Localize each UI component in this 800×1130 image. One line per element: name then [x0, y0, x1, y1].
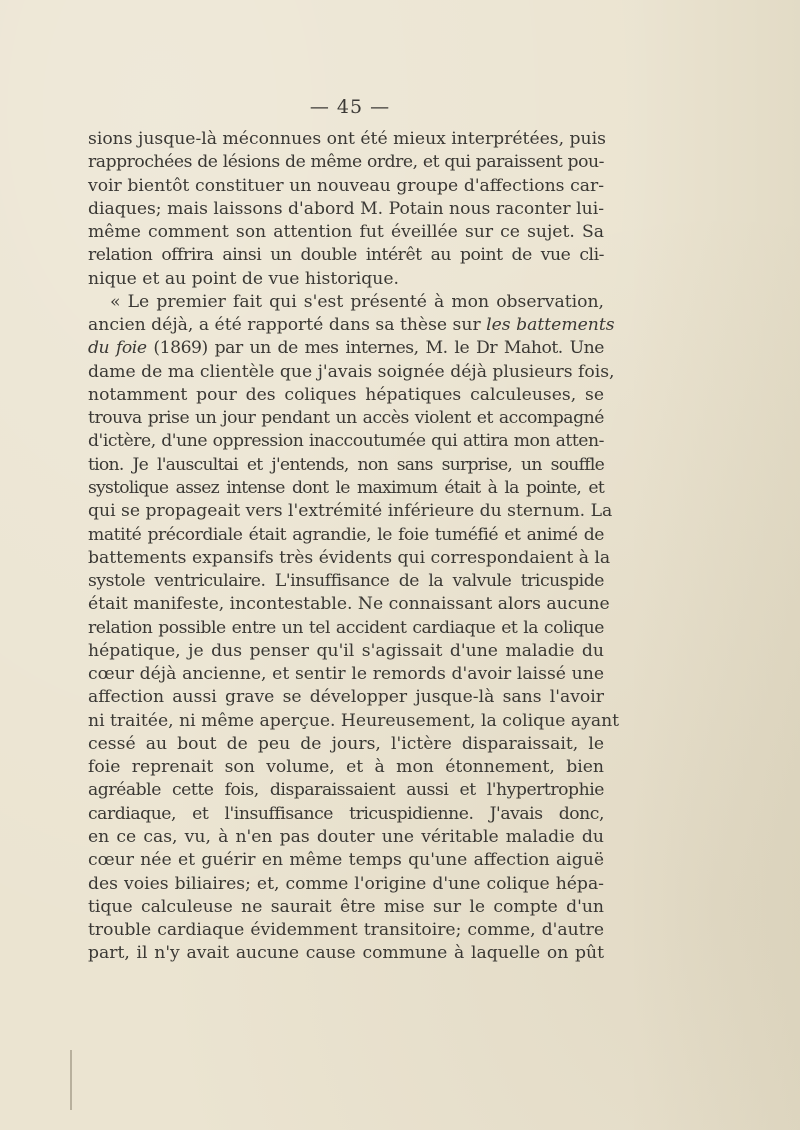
text-line: rapprochées de lésions de même ordre, et qui paraissent pou- — [88, 152, 604, 173]
text-line: cœur déjà ancienne, et sentir le remords d'avoir laissé une — [88, 664, 604, 685]
text-line: était manifeste, incontestable. Ne connaissant alors aucune — [88, 594, 610, 615]
page-number: — 45 — — [309, 96, 391, 118]
text-line-with-italic — [88, 337, 604, 360]
text-line: trouva prise un jour pendant un accès violent et accompagné — [88, 408, 604, 429]
body-text — [88, 128, 620, 966]
text-line: matité précordiale était agrandie, le foie tuméfié et animé de — [88, 524, 604, 545]
text-line: systolique assez intense dont le maximum était à la pointe, et — [88, 477, 604, 498]
text-line: notamment pour des coliques hépatiques calculeuses, se — [88, 384, 604, 405]
text-line: voir bientôt constituer un nouveau groupe d'affections car- — [88, 175, 604, 196]
text-line: ni traitée, ni même aperçue. Heureusement, la colique ayant — [88, 710, 620, 731]
page-edge-shading — [630, 0, 800, 1130]
text-segment: ancien déjà, a été rapporté dans sa thèse sur — [88, 315, 481, 336]
text-line: « Le premier fait qui s'est présenté à mon observation, — [110, 291, 604, 312]
text-line: en ce cas, vu, à n'en pas douter une véritable maladie du — [88, 826, 604, 847]
text-line: relation possible entre un tel accident cardiaque et la colique — [88, 617, 604, 638]
text-line: tique calculeuse ne saurait être mise sur le compte d'un — [88, 896, 604, 917]
page-margin-mark — [70, 1050, 72, 1110]
text-line: cessé au bout de peu de jours, l'ictère disparaissait, le — [88, 733, 604, 754]
italic-title: du foie — [88, 338, 147, 359]
text-line: trouble cardiaque évidemment transitoire; comme, d'autre — [88, 920, 604, 941]
text-line-with-italic — [88, 314, 615, 337]
text-segment: (1869) par un de mes internes, M. le Dr Mahot. Une — [153, 338, 604, 359]
text-line: tion. Je l'auscultai et j'entends, non sans surprise, un souffle — [88, 454, 604, 475]
text-line: qui se propageait vers l'extrémité inférieure du sternum. La — [88, 501, 613, 522]
text-line: relation offrira ainsi un double intérêt au point de vue cli- — [88, 245, 604, 266]
text-line: battements expansifs très évidents qui correspondaient à la — [88, 547, 611, 568]
text-line: cœur née et guérir en même temps qu'une affection aiguë — [88, 850, 604, 871]
text-line: part, il n'y avait aucune cause commune à laquelle on pût — [88, 943, 604, 964]
text-line: d'ictère, d'une oppression inaccoutumée qui attira mon atten- — [88, 431, 604, 452]
text-line: agréable cette fois, disparaissaient aussi et l'hypertrophie — [88, 780, 604, 801]
text-line: systole ventriculaire. L'insuffisance de la valvule tricuspide — [88, 571, 604, 592]
text-line: cardiaque, et l'insuffisance tricuspidienne. J'avais donc, — [88, 803, 604, 824]
text-line: sions jusque-là méconnues ont été mieux interprétées, puis — [88, 129, 606, 149]
text-line: dame de ma clientèle que j'avais soignée déjà plusieurs fois, — [88, 361, 615, 382]
italic-title: les battements — [486, 315, 615, 336]
text-line: même comment son attention fut éveillée sur ce sujet. Sa — [88, 222, 604, 243]
text-line: foie reprenait son volume, et à mon étonnement, bien — [88, 757, 604, 778]
text-line: affection aussi grave se développer jusque-là sans l'avoir — [88, 687, 604, 708]
text-line: diaques; mais laissons d'abord M. Potain nous raconter lui- — [88, 198, 604, 219]
text-line: nique et au point de vue historique. — [88, 268, 399, 289]
text-line: des voies biliaires; et, comme l'origine d'une colique hépa- — [88, 873, 604, 894]
text-line: hépatique, je dus penser qu'il s'agissait d'une maladie du — [88, 640, 604, 661]
